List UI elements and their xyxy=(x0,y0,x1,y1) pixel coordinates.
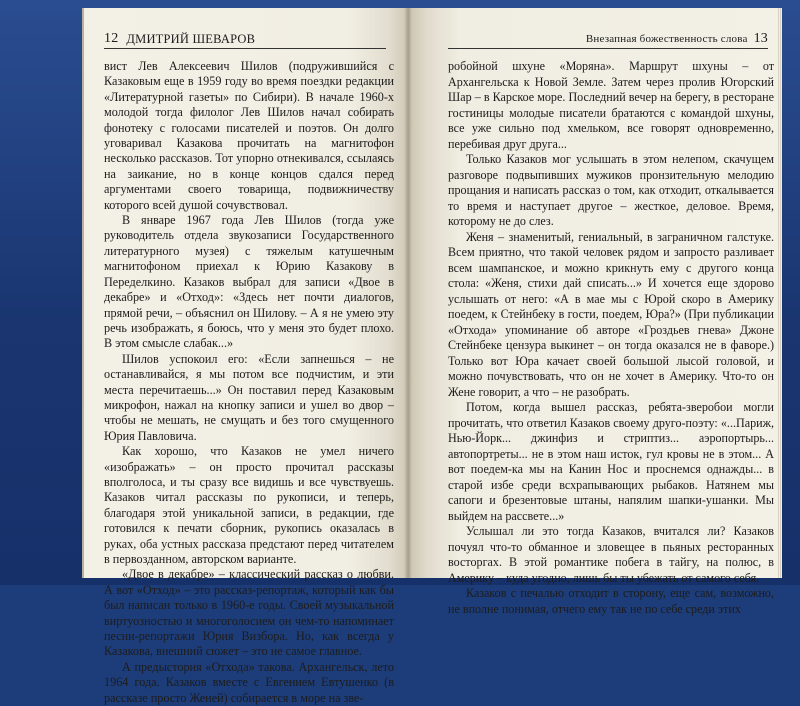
paragraph: Шилов успокоил его: «Если запнешься – не останавливайся, я мы потом все подчистим, и эти места перечитаешь...» Он поставил перед Казаковым микрофон, нажал на кнопку записи и ушел во двор – чтобы не мешать, не смущать и без того смущенного Юрия Павловича. xyxy=(104,351,394,443)
open-book xyxy=(82,8,782,705)
left-page-number: 12 xyxy=(104,31,119,46)
right-page xyxy=(408,8,782,616)
paragraph: В январе 1967 года Лев Шилов (тогда уже руководитель отдела звукозаписи Государственного литературного музея) с тяжелым катушечным магнитофоном приехал к Юрию Казакову в Переделкино. Казаков выбрал для записи «Двое в декабре» и «Отход»: «Здесь нет почти диалогов, прямой речи, – объяснил он Шилову. – А я не умею эту речь изображать, я боюсь, что у меня это будет плохо. В этом смысле слабак...» xyxy=(104,213,394,351)
right-page-edge xyxy=(778,8,782,578)
left-page-edge xyxy=(82,8,84,578)
right-page-number: 13 xyxy=(753,31,768,46)
paragraph: Потом, когда вышел рассказ, ребята-зверобои могли прочитать, что ответил Казаков своему друго-поэту: «...Париж, Нью-Йорк... джинфиз и стриптиз... аэропортырь... автопортреты... не в этом наш исток, гул кровы не в этом... А вот поедем-ка мы на Канин Нос и проснемся однажды... в старой избе среди всхрапывающих рыбаков. Натянем мы сапоги и брезентовые штаны, напялим шапки-ушанки. Мы выйдем на рассвете...» xyxy=(448,400,774,523)
paragraph: робойной шхуне «Моряна». Маршрут шхуны – от Архангельска к Новой Земле. Затем через пролив Югорский Шар – в Карское море. Последний вечер на берегу, в ресторане гостиницы молодые писатели братаются с командой шхуны, все уже сильно под хмельком, все говорят одновременно, перебивая друг друга... xyxy=(448,59,774,151)
paragraph: Казаков с печалью отходит в сторону, еще сам, возможно, не вполне понимая, отчего ему так не по себе среди этих xyxy=(448,586,774,616)
paragraph: Только Казаков мог услышать в этом нелепом, скачущем разговоре подвыпивших мужиков пронзительную мелодию прощания и написать рассказ о том, как отходит, откалывается то время и наступает другое – жесткое, деловое. Время, которому не до слез. xyxy=(448,152,774,228)
left-page xyxy=(82,8,408,705)
left-running-head: ДМИТРИЙ ШЕВАРОВ xyxy=(126,32,256,46)
paragraph: Женя – знаменитый, гениальный, в заграничном галстуке. Всем приятно, что такой человек рядом и запросто разливает всем шампанское, и можно крикнуть ему с другого конца стола: «Женя, стихи дай списать...» И хочется еще здорово услышать от него: «А в мае мы с Юрой скоро в Америку поедем, к Стейнбеку в гости, поедем, Юра?» (При публикации «Отхода» упоминание об авторе «Гроздьев гнева» Джоне Стейнбеке цензура выкинет – он тогда оказался не в фаворе.) Только вот Юра качает своей большой лысой головой, и можно почувствовать, что он не хочет в Америку. Что-то он Жене говорит, а что – не разобрать. xyxy=(448,229,774,399)
paragraph: вист Лев Алексеевич Шилов (подружившийся с Казаковым еще в 1959 году во время поездки редакции «Литературной газеты» по Сибири). В начале 1960-х молодой тогда филолог Лев Шилов начал собирать фонотеку с голосами писателей и поэтов. Он долго уговаривал Казакова прочитать на магнитофон несколько рассказов. Тот упорно отнекивался, ссылаясь на заикание, но в конце концов сдался перед аргументами своего товарища, подвижничеству которого всей душой сочувствовал. xyxy=(104,59,394,212)
book-gutter xyxy=(404,8,412,578)
right-page-header xyxy=(448,30,768,49)
right-page-body xyxy=(448,59,774,617)
left-page-header xyxy=(104,30,386,49)
left-page-body xyxy=(104,59,394,706)
paragraph: Как хорошо, что Казаков не умел ничего «изображать» – он просто прочитал рассказы вполголоса, и ты сразу все видишь и все чувствуешь. Казаков читал рассказы по рукописи, и теперь, благодаря этой уникальной записи, в редакции, где готовился к печати сборник, рукопись оказалась в руках, оба устных рассказа предстают перед читателем в первозданном, авторском варианте. xyxy=(104,444,394,566)
paragraph: «Двое в декабре» – классический рассказ о любви. А вот «Отход» – это рассказ-репортаж, который как бы был написан только в 1960-е годы. Своей музыкальной виртуозностью и многоголосием он чем-то напоминает песни-репортажи Юрия Визбора. Но, как всегда у Казакова, внешний сюжет – это не самое главное. xyxy=(104,567,394,659)
paragraph: Услышал ли это тогда Казаков, вчитался ли? Казаков почуял что-то обманное и зловещее в пьяных ресторанных восторгах. В этой романтике побега в тайгу, на полюс, в Америку – куда угодно, лишь бы ты убежать от самого себя. xyxy=(448,524,774,585)
paragraph: А предыстория «Отхода» такова. Архангельск, лето 1964 года. Казаков вместе с Евгением Евтушенко (в рассказе просто Женей) собирается в море на зве- xyxy=(104,659,394,705)
right-running-head: Внезапная божественность слова xyxy=(585,33,748,45)
